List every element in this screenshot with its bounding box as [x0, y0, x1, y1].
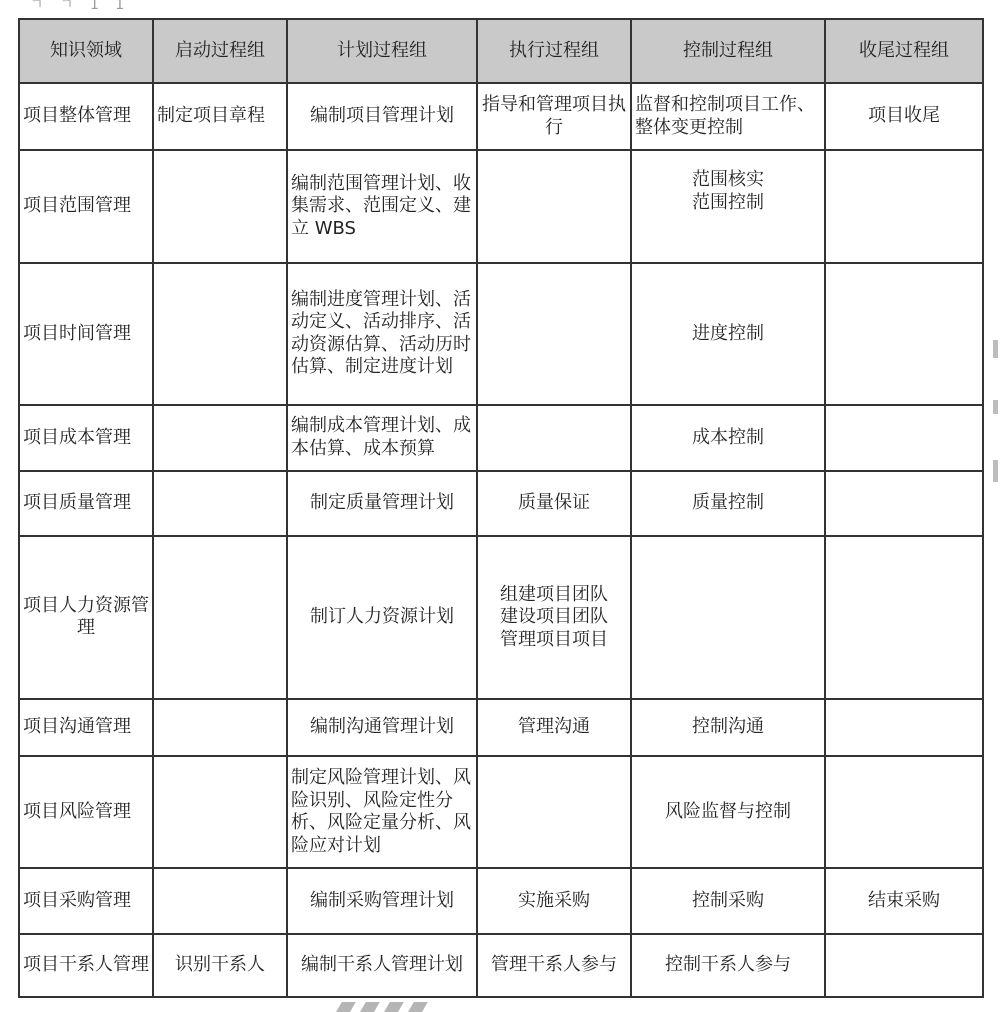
planning-cell: 制定风险管理计划、风险识别、风险定性分析、风险定量分析、风险应对计划: [287, 756, 477, 868]
table-row: [19, 536, 983, 699]
closing-cell: [825, 934, 983, 997]
initiating-cell: [153, 756, 287, 868]
table-row: [19, 699, 983, 756]
planning-cell: 编制进度管理计划、活动定义、活动排序、活动资源估算、活动历时估算、制定进度计划: [287, 263, 477, 406]
closing-cell: [825, 405, 983, 470]
executing-cell: [477, 263, 631, 406]
executing-cell: [477, 150, 631, 262]
initiating-cell: [153, 405, 287, 470]
planning-cell: 制定质量管理计划: [287, 471, 477, 536]
controlling-cell: 监督和控制项目工作、整体变更控制: [631, 83, 825, 150]
table-row: [19, 405, 983, 470]
controlling-cell: 质量控制: [631, 471, 825, 536]
executing-cell: [477, 756, 631, 868]
knowledge-area-cell: 项目整体管理: [19, 83, 153, 150]
knowledge-area-cell: 项目人力资源管理: [19, 536, 153, 699]
controlling-cell: 进度控制: [631, 263, 825, 406]
closing-cell: 项目收尾: [825, 83, 983, 150]
closing-cell: [825, 536, 983, 699]
closing-cell: 结束采购: [825, 868, 983, 933]
col-header-initiating: 启动过程组: [153, 19, 287, 83]
table-row: [19, 934, 983, 997]
edge-watermark-fragment: [990, 320, 1000, 520]
knowledge-area-cell: 项目采购管理: [19, 868, 153, 933]
initiating-cell: [153, 699, 287, 756]
planning-cell: 编制采购管理计划: [287, 868, 477, 933]
executing-cell: 管理干系人参与: [477, 934, 631, 997]
executing-cell: 质量保证: [477, 471, 631, 536]
cropped-top-line: ㄱ ㄱ 1 1: [30, 0, 131, 13]
planning-cell: 编制项目管理计划: [287, 83, 477, 150]
initiating-cell: [153, 471, 287, 536]
cropped-top-text: [0, 0, 1000, 16]
planning-cell: 编制沟通管理计划: [287, 699, 477, 756]
knowledge-area-cell: 项目时间管理: [19, 263, 153, 406]
controlling-cell: 控制干系人参与: [631, 934, 825, 997]
table-row: [19, 868, 983, 933]
table-row: [19, 263, 983, 406]
initiating-cell: [153, 150, 287, 262]
col-header-knowledge-area: 知识领域: [19, 19, 153, 83]
closing-cell: [825, 263, 983, 406]
closing-cell: [825, 150, 983, 262]
table-row: [19, 756, 983, 868]
initiating-cell: 制定项目章程: [153, 83, 287, 150]
col-header-closing: 收尾过程组: [825, 19, 983, 83]
initiating-cell: [153, 868, 287, 933]
col-header-executing: 执行过程组: [477, 19, 631, 83]
watermark-fragment: [330, 1000, 440, 1012]
executing-cell: 管理沟通: [477, 699, 631, 756]
executing-cell: 指导和管理项目执行: [477, 83, 631, 150]
table-row: [19, 83, 983, 150]
initiating-cell: [153, 263, 287, 406]
closing-cell: [825, 699, 983, 756]
table-header-row: [19, 19, 983, 83]
col-header-controlling: 控制过程组: [631, 19, 825, 83]
knowledge-area-cell: 项目质量管理: [19, 471, 153, 536]
knowledge-area-cell: 项目范围管理: [19, 150, 153, 262]
table-row: [19, 471, 983, 536]
planning-cell: 编制范围管理计划、收集需求、范围定义、建立 WBS: [287, 150, 477, 262]
controlling-cell: [631, 536, 825, 699]
process-knowledge-table: [18, 18, 984, 998]
knowledge-area-cell: 项目风险管理: [19, 756, 153, 868]
executing-cell: 实施采购: [477, 868, 631, 933]
table-row: [19, 150, 983, 262]
executing-cell: [477, 405, 631, 470]
controlling-cell: 控制沟通: [631, 699, 825, 756]
col-header-planning: 计划过程组: [287, 19, 477, 83]
initiating-cell: [153, 536, 287, 699]
controlling-cell: 成本控制: [631, 405, 825, 470]
initiating-cell: 识别干系人: [153, 934, 287, 997]
controlling-cell: 范围核实 范围控制: [631, 150, 825, 262]
controlling-cell: 控制采购: [631, 868, 825, 933]
knowledge-area-cell: 项目干系人管理: [19, 934, 153, 997]
closing-cell: [825, 756, 983, 868]
knowledge-area-cell: 项目成本管理: [19, 405, 153, 470]
controlling-cell: 风险监督与控制: [631, 756, 825, 868]
planning-cell: 编制干系人管理计划: [287, 934, 477, 997]
closing-cell: [825, 471, 983, 536]
planning-cell: 制订人力资源计划: [287, 536, 477, 699]
planning-cell: 编制成本管理计划、成本估算、成本预算: [287, 405, 477, 470]
knowledge-area-cell: 项目沟通管理: [19, 699, 153, 756]
executing-cell: 组建项目团队 建设项目团队 管理项目项目: [477, 536, 631, 699]
